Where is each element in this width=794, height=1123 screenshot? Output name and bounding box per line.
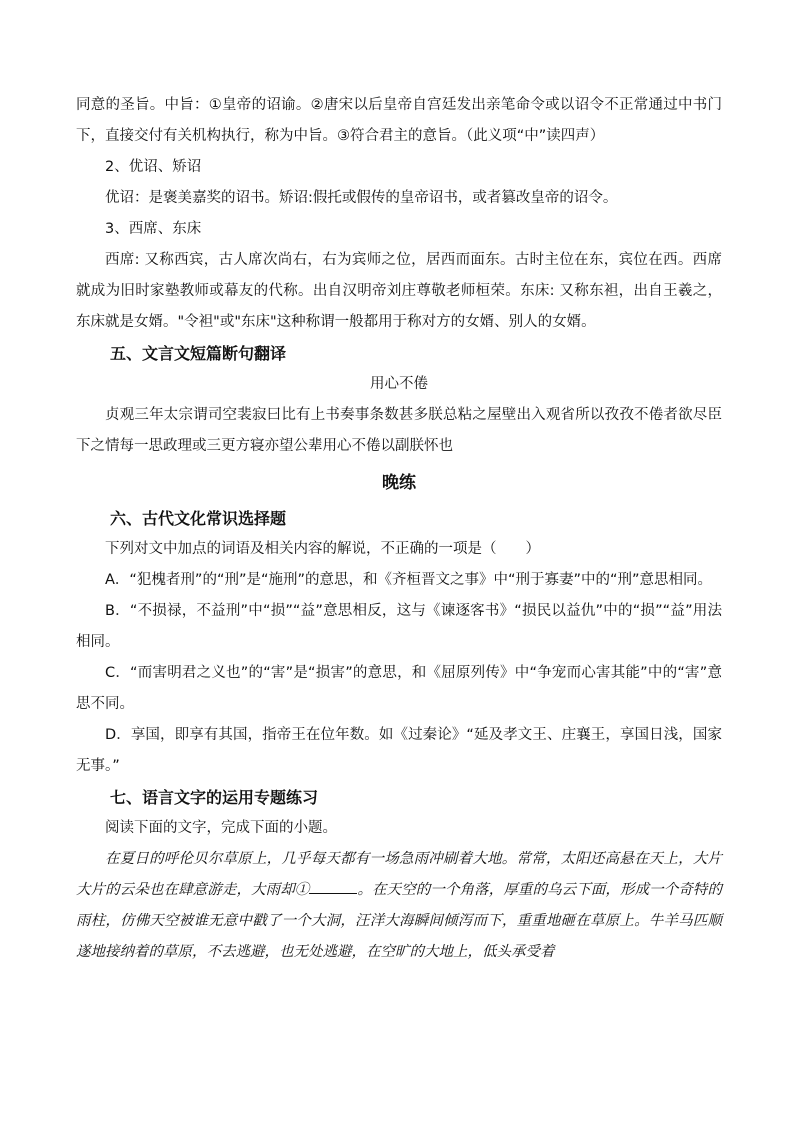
answer-blank-1[interactable] xyxy=(309,879,357,894)
content xyxy=(76,90,722,968)
item-3-title: 3、西席、东床 xyxy=(105,221,202,237)
option-d: D．享国，即享有其国，指帝王在位年数。如《过秦论》“延及孝文王、庄襄王，享国日浅，国家无事。” xyxy=(76,727,722,774)
item-3-body: 西席: 又称西宾，古人席次尚右，右为宾师之位，居西而面东。古时主位在东，宾位在西。西席就成为旧时家塾教师或幕友的代称。出自汉明帝刘庄尊敬老师桓荣。东床: 又称东袒，出自王羲之，东床就是女婿。"令袒"或"东床"这种称谓一般都用于称对方的女婿、别人的女婿。 xyxy=(76,252,722,330)
passage-part-b: 。在天空的一个角落，厚重的乌云下面，形成一个奇特的雨柱，仿佛天空被谁无意中戳了一个大洞，汪洋大海瞬间倾泻而下，重重地砸在草原上。牛羊马匹顺遂地接纳着的草原，不去逃避，也无处逃避，在空旷的大地上，低头承受着 xyxy=(76,882,723,960)
section-5-subtitle: 用心不倦 xyxy=(370,376,428,392)
passage-part-a: 在夏日的呼伦贝尔草原上，几乎每天都有一场急雨冲刷着大地。常常，太阳还高悬在天上，大片大片的云朵也在肆意游走，大雨却① xyxy=(76,851,722,898)
option-b: B．“不损禄，不益刑”中“损”“益”意思相反，这与《谏逐客书》“损民以益仇”中的“损”“益”用法相同。 xyxy=(76,603,722,650)
paragraph-zhongzhi: 同意的圣旨。中旨：①皇帝的诏谕。②唐宋以后皇帝自宫廷发出亲笔命令或以诏令不正常通过中书门下，直接交付有关机构执行，称为中旨。③符合君主的意旨。（此义项“中”读四声） xyxy=(76,97,722,144)
item-2-title: 2、优诏、矫诏 xyxy=(105,159,202,175)
option-c: C．“而害明君之义也”的“害”是“损害”的意思，和《屈原列传》中“争宠而心害其能”中的“害”意思不同。 xyxy=(76,665,722,712)
section-7-passage xyxy=(76,844,722,968)
section-5-title: 五、文言文短篇断句翻译 xyxy=(110,344,287,363)
section-6-question: 下列对文中加点的词语及相关内容的解说，不正确的一项是（ ） xyxy=(105,541,540,557)
item-2-body: 优诏：是褒美嘉奖的诏书。矫诏:假托或假传的皇帝诏书，或者篡改皇帝的诏令。 xyxy=(105,190,618,206)
option-a: A．“犯槐者刑”的“刑”是“施刑”的意思，和《齐桓晋文之事》中“刑于寡妻”中的“刑”意思相同。 xyxy=(105,572,713,588)
section-7-title: 七、语言文字的运用专题练习 xyxy=(110,788,319,807)
section-6-title: 六、古代文化常识选择题 xyxy=(110,509,287,528)
evening-practice-title: 晚练 xyxy=(382,473,416,493)
section-5-text: 贞观三年太宗谓司空裴寂曰比有上书奏事条数甚多朕总粘之屋壁出入观省所以孜孜不倦者欲尽臣下之情每一思政理或三更方寝亦望公辈用心不倦以副朕怀也 xyxy=(76,407,722,454)
section-7-instruction: 阅读下面的文字，完成下面的小题。 xyxy=(105,820,337,836)
